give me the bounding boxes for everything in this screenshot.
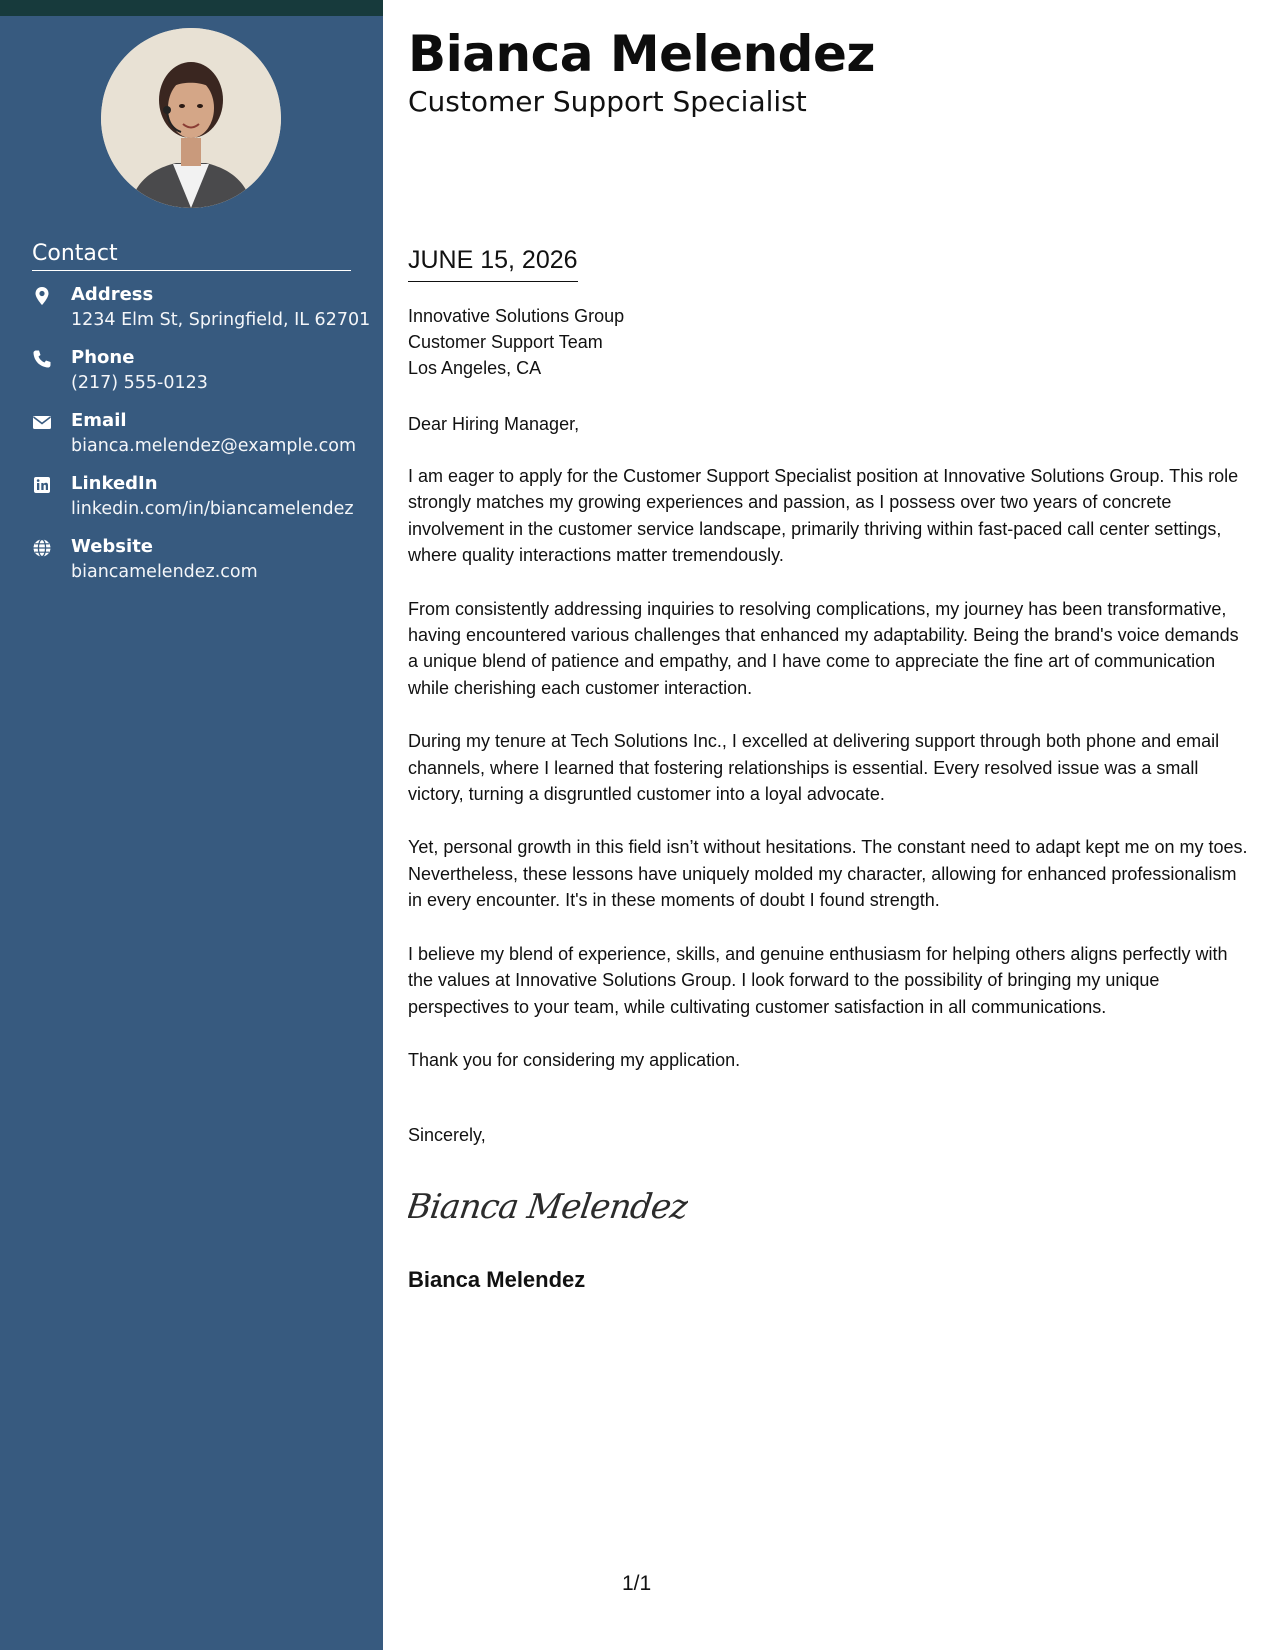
email-value[interactable]: bianca.melendez@example.com xyxy=(71,436,357,456)
signer-name: Bianca Melendez xyxy=(408,1267,586,1292)
job-title: Customer Support Specialist xyxy=(408,85,807,118)
website-value[interactable]: biancamelendez.com xyxy=(71,562,258,582)
contact-label: Phone xyxy=(71,347,135,368)
phone-value[interactable]: (217) 555-0123 xyxy=(71,373,208,393)
recipient-team: Customer Support Team xyxy=(408,332,603,352)
linkedin-icon xyxy=(32,475,52,495)
contact-linkedin xyxy=(32,473,362,536)
salutation: Dear Hiring Manager, xyxy=(408,414,580,434)
sidebar xyxy=(0,0,383,1650)
letter-body xyxy=(408,463,1248,1100)
body-paragraph: Yet, personal growth in this field isn’t without hesitations. The constant need to adapt kept me on my toes. Nevertheless, these lessons have uniquely molded my character, allowing for enhanced professionalism in every encounter. It's in these moments of doubt I found strength. xyxy=(408,837,1248,911)
letter-main xyxy=(408,0,1248,1650)
phone-icon xyxy=(32,349,52,369)
contact-list xyxy=(32,284,371,599)
contact-website xyxy=(32,536,362,599)
svg-text:Bianca Melendez: Bianca Melendez xyxy=(408,1187,688,1227)
body-paragraph: I am eager to apply for the Customer Support Specialist position at Innovative Solutions Group. This role strongly matches my growing experiences and passion, as I possess over two years of concrete involvement in the customer service landscape, primarily thriving within fast-paced call center settings, where quality interactions matter tremendously. xyxy=(408,466,1239,566)
recipient-company: Innovative Solutions Group xyxy=(408,306,625,326)
globe-icon xyxy=(32,538,52,558)
contact-address xyxy=(32,284,371,347)
recipient-block xyxy=(408,303,624,381)
contact-phone xyxy=(32,347,362,410)
contact-label: LinkedIn xyxy=(71,473,158,494)
address-value: 1234 Elm St, Springfield, IL 62701 xyxy=(71,310,371,330)
contact-email xyxy=(32,410,362,473)
handwritten-signature xyxy=(408,1182,688,1232)
avatar xyxy=(101,28,281,208)
contact-label: Email xyxy=(71,410,127,431)
body-paragraph: I believe my blend of experience, skills, and genuine enthusiasm for helping others aligns perfectly with the values at Innovative Solutions Group. I look forward to the possibility of bringing my unique perspectives to your team, while cultivating customer satisfaction in all communications. xyxy=(408,943,1228,1017)
envelope-icon xyxy=(32,412,52,432)
recipient-location: Los Angeles, CA xyxy=(408,358,542,378)
linkedin-value[interactable]: linkedin.com/in/biancamelendez xyxy=(71,499,354,519)
contact-label: Address xyxy=(71,284,154,305)
applicant-name: Bianca Melendez xyxy=(408,25,875,83)
body-paragraph: During my tenure at Tech Solutions Inc., I excelled at delivering support through both phone and email channels, where I learned that fostering relationships is essential. Every resolved issue was a small victory, turning a disgruntled customer into a loyal advocate. xyxy=(408,731,1220,805)
contact-label: Website xyxy=(71,536,154,557)
location-pin-icon xyxy=(32,286,52,306)
closing: Sincerely, xyxy=(408,1125,486,1145)
body-paragraph: From consistently addressing inquiries to resolving complications, my journey has been transformative, having encountered various challenges that enhanced my adaptability. Being the brand's voice demands a unique blend of patience and empathy, and I have come to appreciate the fine art of communication while cherishing each customer interaction. xyxy=(408,598,1239,698)
page-number: 1/1 xyxy=(622,1572,652,1595)
sidebar-top-bar xyxy=(0,0,383,16)
contact-heading: Contact xyxy=(32,240,351,271)
letter-date: JUNE 15, 2026 xyxy=(408,245,578,282)
body-paragraph: Thank you for considering my application. xyxy=(408,1049,741,1070)
